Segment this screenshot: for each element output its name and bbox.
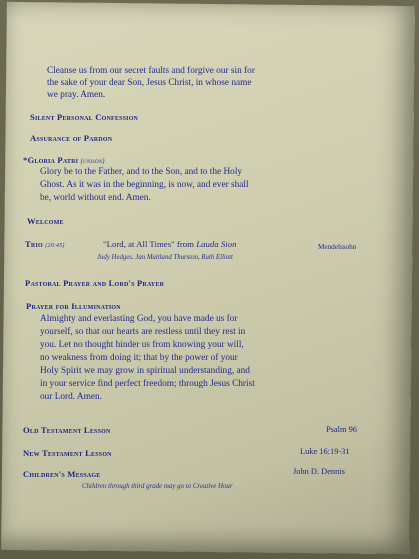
trio-composer: Mendelssohn [318,243,357,251]
gloria-heading [23,156,105,166]
trio-heading [25,240,65,249]
gloria-line: be, world without end. Amen. [40,193,151,203]
trio-title: Trio [25,239,43,249]
confession-line: the sake of your dear Son, Jesus Christ, in whose name [47,78,252,88]
illumination-line: you. Let no thought hinder us from knowing your will, [40,340,244,350]
illumination-line: our Lord. Amen. [40,392,102,402]
trio-performers: Judy Hedges, Jan Maitland Thurston, Ruth Elliott [97,254,233,261]
confession-line: we pray. Amen. [47,90,106,100]
gloria-note: (unison) [80,158,105,165]
trio-ref: (20:45) [45,243,65,249]
childrens-message-heading: Children's Message [23,469,101,479]
trio-song-title: "Lord, at All Times" from [103,239,195,249]
gloria-line: Glory be to the Father, and to the Son, and to the Holy [40,167,243,177]
pastoral-heading: Pastoral Prayer and Lord's Prayer [25,278,165,288]
illumination-line: no weakness from doing it; that by the power of your [40,353,238,363]
illumination-line: in your service find perfect freedom; through Jesus Christ [40,379,255,389]
illumination-line: Holy Spirit we may grow in spiritual understanding, and [40,366,250,376]
trio-song [103,240,237,249]
welcome-heading: Welcome [27,216,64,226]
new-testament-ref: Luke 16:19-31 [300,447,350,456]
gloria-title: *Gloria Patri [23,155,79,165]
illumination-heading: Prayer for Illumination [26,301,121,311]
childrens-message-note: Children through third grade may go to Creative Hour [82,483,233,490]
old-testament-heading: Old Testament Lesson [23,425,111,435]
childrens-message-leader: John D. Dennis [293,467,345,476]
gloria-line: Ghost. As it was in the beginning, is now, and ever shall [40,180,249,190]
confession-line: Cleanse us from our secret faults and forgive our sin for [47,66,255,76]
old-testament-ref: Psalm 96 [326,425,357,434]
trio-source: Lauda Sion [196,239,237,249]
illumination-line: Almighty and everlasting God, you have made us for [40,314,238,324]
new-testament-heading: New Testament Lesson [23,448,112,458]
illumination-line: yourself, so that our hearts are restless until they rest in [40,327,246,337]
silent-confession-heading: Silent Personal Confession [30,112,139,122]
assurance-heading: Assurance of Pardon [30,133,113,143]
